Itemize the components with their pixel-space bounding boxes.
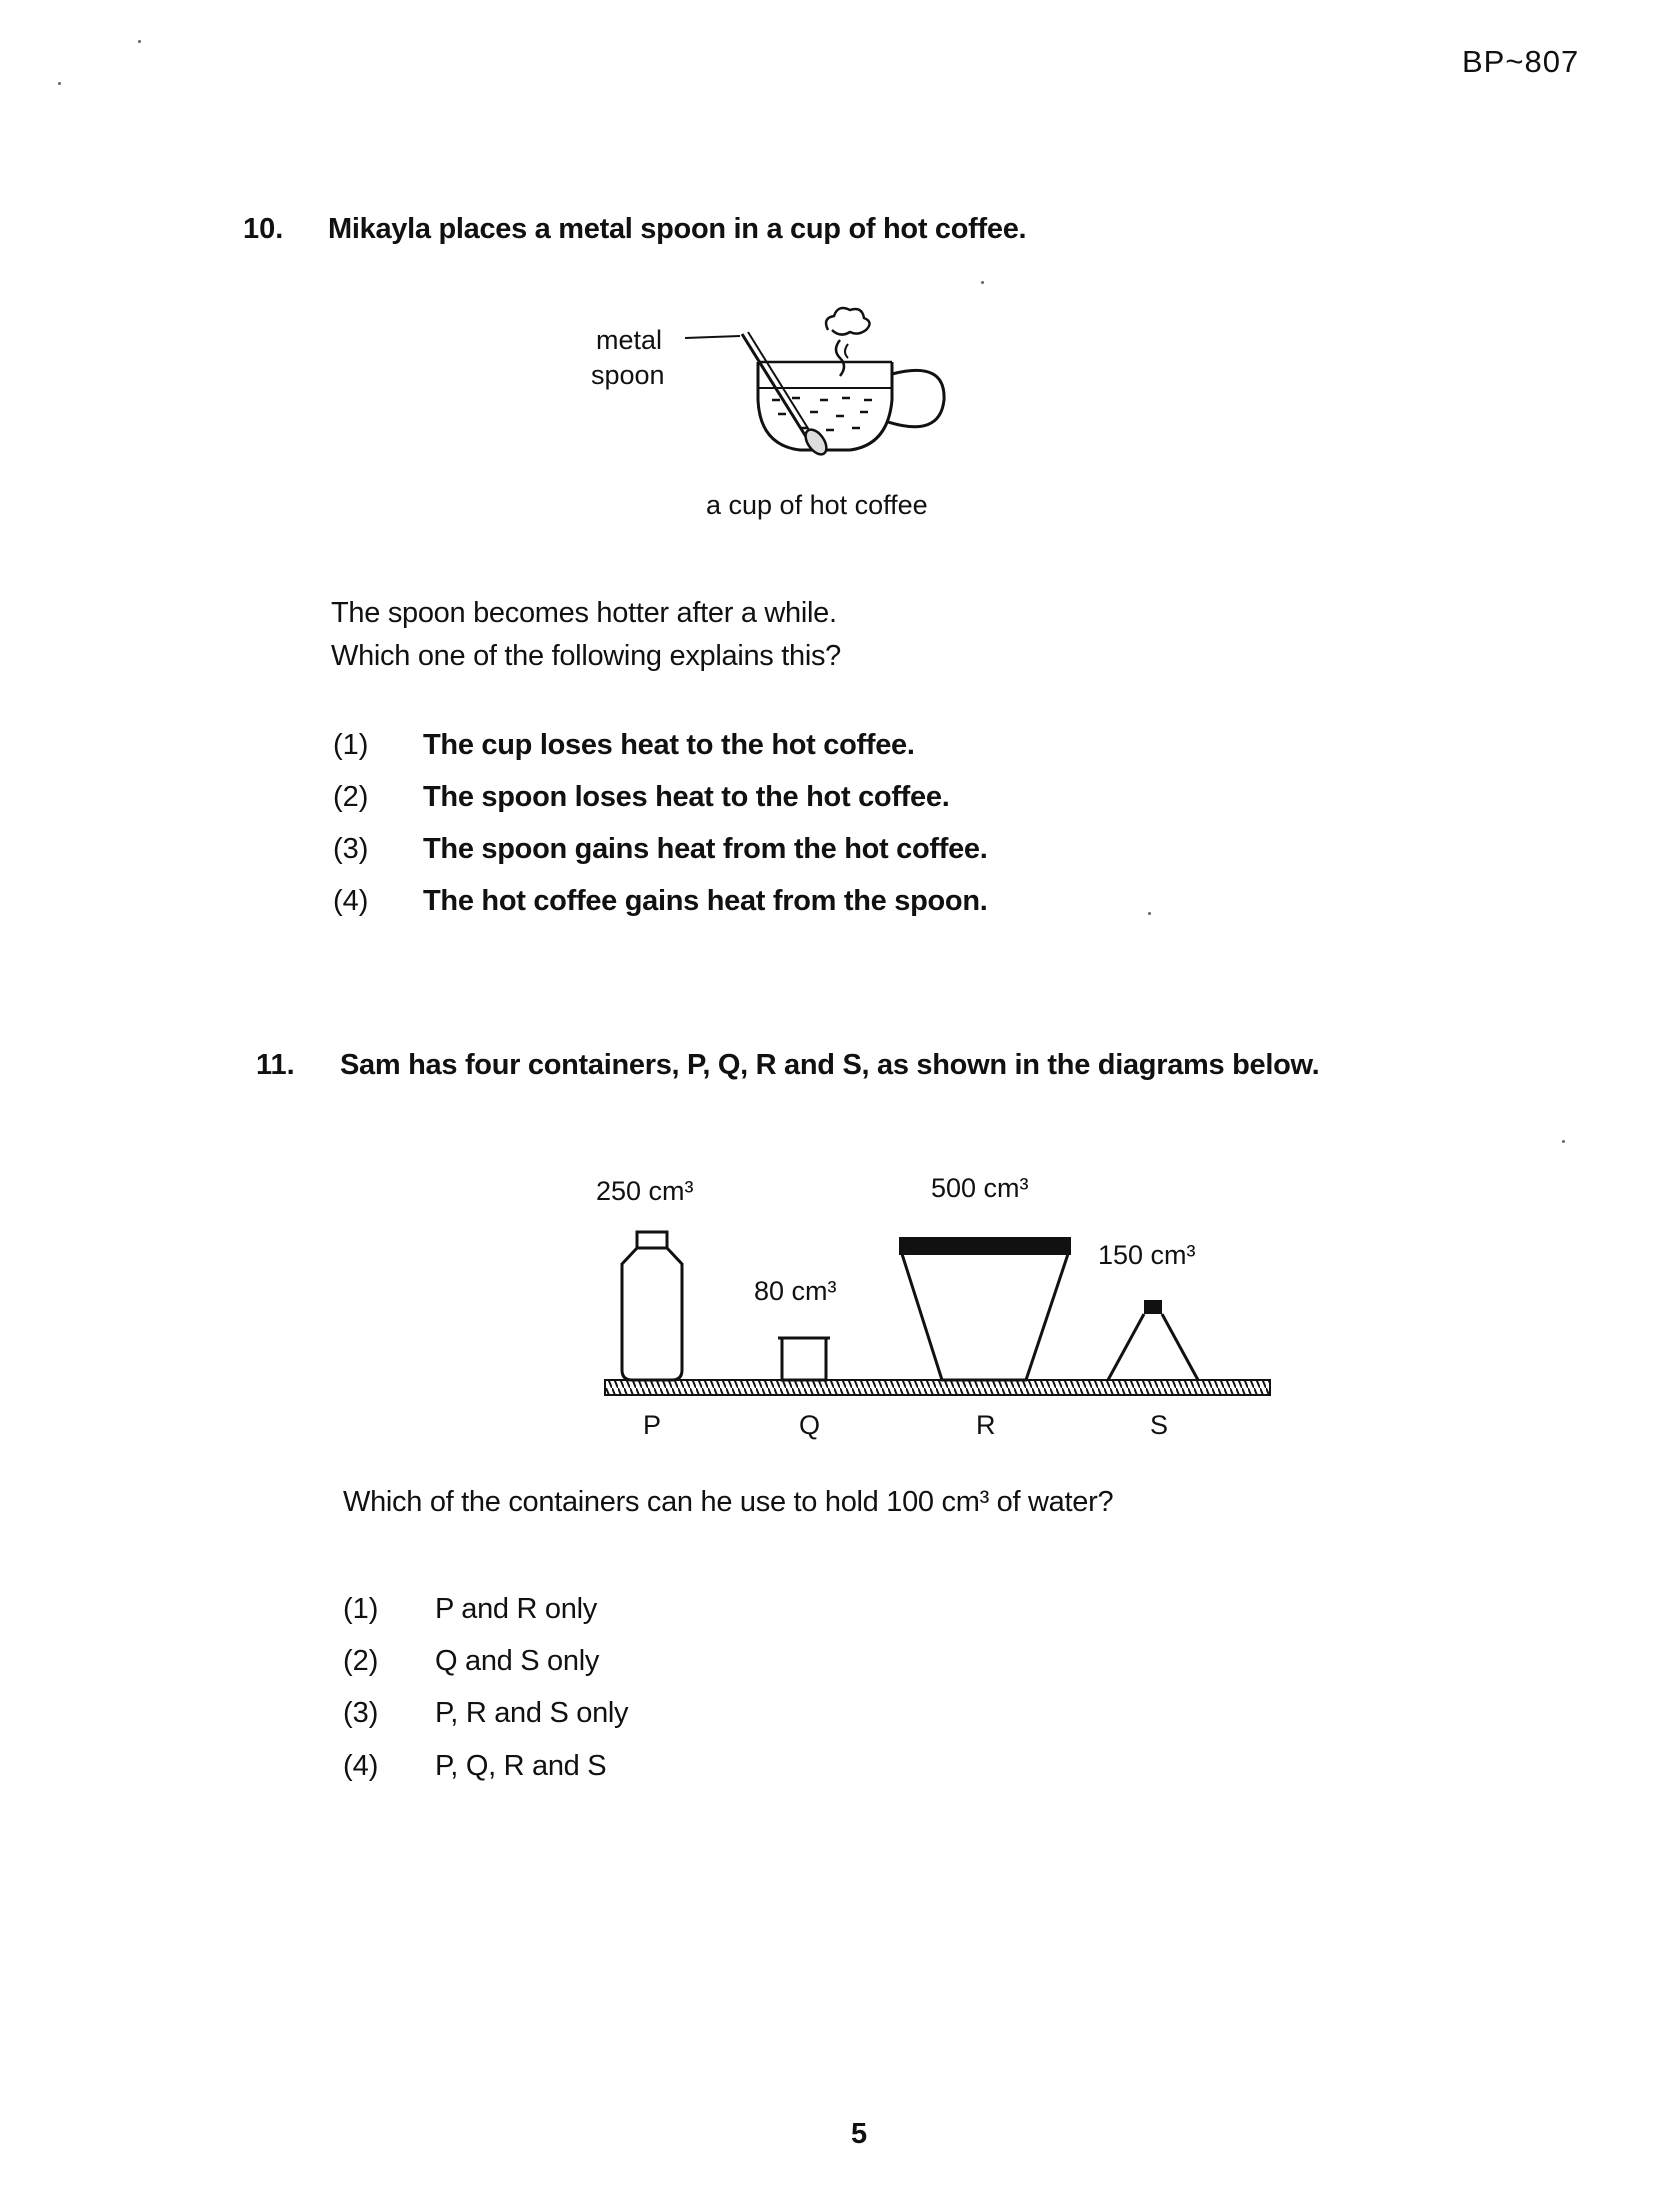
q11-option-3-number: (3) — [343, 1697, 379, 1729]
scan-speck — [1148, 912, 1151, 915]
q10-option-4-text[interactable]: The hot coffee gains heat from the spoon. — [423, 885, 988, 917]
containers-diagram — [600, 1220, 1280, 1400]
q10-option-1-number: (1) — [333, 729, 369, 761]
scan-speck — [138, 40, 141, 43]
q10-option-4-number: (4) — [333, 885, 369, 917]
question-11-number: 11. — [256, 1049, 295, 1081]
question-11-prompt: Which of the containers can he use to hold 100 cm³ of water? — [343, 1486, 1114, 1518]
container-r-funnel — [900, 1238, 1070, 1380]
coffee-cup-illustration — [680, 300, 960, 470]
container-q-letter: Q — [799, 1410, 821, 1440]
page-code: BP~807 — [1462, 44, 1580, 79]
bench-surface — [605, 1380, 1270, 1395]
q11-option-2-number: (2) — [343, 1645, 379, 1677]
container-s-letter: S — [1150, 1410, 1169, 1440]
q10-option-2-text[interactable]: The spoon loses heat to the hot coffee. — [423, 781, 950, 813]
container-p-letter: P — [643, 1410, 662, 1440]
container-q-volume: 80 cm³ — [754, 1276, 837, 1306]
container-p-bottle — [622, 1232, 682, 1380]
q10-option-2-number: (2) — [333, 781, 369, 813]
question-11-text: Sam has four containers, P, Q, R and S, as shown in the diagrams below. — [340, 1049, 1320, 1081]
q11-option-4-number: (4) — [343, 1750, 379, 1782]
q10-option-3-text[interactable]: The spoon gains heat from the hot coffee. — [423, 833, 988, 865]
container-s-flask — [1108, 1300, 1198, 1380]
metal-spoon-label-line2: spoon — [591, 360, 665, 390]
container-s-volume: 150 cm³ — [1098, 1240, 1196, 1270]
metal-spoon-label-line1: metal — [596, 325, 663, 355]
q11-option-3-text[interactable]: P, R and S only — [435, 1697, 629, 1729]
container-p-volume: 250 cm³ — [596, 1176, 694, 1206]
q10-option-3-number: (3) — [333, 833, 369, 865]
scan-speck — [1562, 1140, 1565, 1143]
container-r-volume: 500 cm³ — [931, 1173, 1029, 1203]
question-10-prompt-line2: Which one of the following explains this? — [331, 640, 841, 672]
q11-option-1-text[interactable]: P and R only — [435, 1593, 597, 1625]
page-number: 5 — [851, 2118, 868, 2150]
container-q-box — [778, 1338, 830, 1380]
question-10-prompt-line1: The spoon becomes hotter after a while. — [331, 597, 837, 629]
coffee-cup-caption: a cup of hot coffee — [706, 490, 928, 520]
question-10-number: 10. — [243, 213, 284, 245]
question-10-text: Mikayla places a metal spoon in a cup of hot coffee. — [328, 213, 1027, 245]
scan-speck — [58, 82, 61, 85]
q11-option-4-text[interactable]: P, Q, R and S — [435, 1750, 607, 1782]
q10-option-1-text[interactable]: The cup loses heat to the hot coffee. — [423, 729, 915, 761]
q11-option-1-number: (1) — [343, 1593, 379, 1625]
scan-speck — [981, 281, 984, 284]
container-r-letter: R — [976, 1410, 996, 1440]
q11-option-2-text[interactable]: Q and S only — [435, 1645, 600, 1677]
